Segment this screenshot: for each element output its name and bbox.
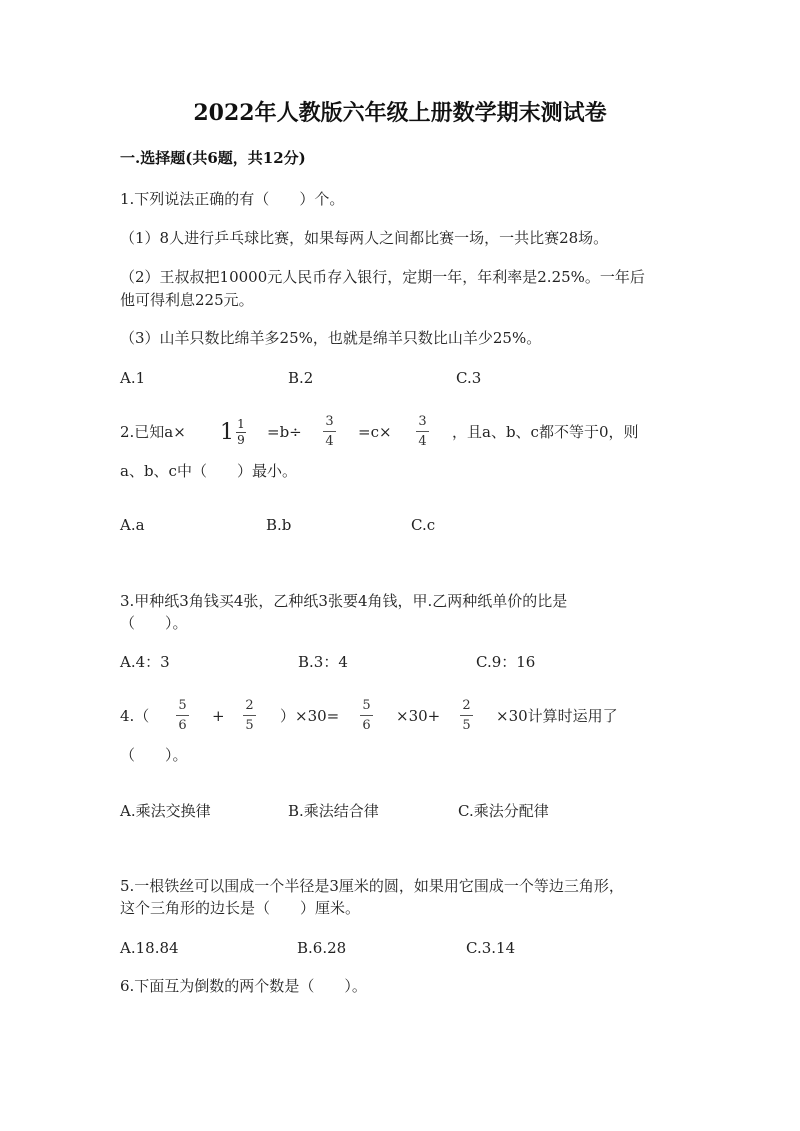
q2-fraction-2-denominator: 4 <box>418 434 427 449</box>
q4-stem-part4: ×30计算时运用了 <box>496 707 618 725</box>
q4-fraction-1-numerator: 5 <box>178 698 187 713</box>
q5-stem-line1: 5.一根铁丝可以围成一个半径是3厘米的圆，如果用它围成一个等边三角形， <box>120 877 624 895</box>
q1-option-b: B.2 <box>288 369 314 387</box>
q3-option-c: C.9：16 <box>476 653 536 671</box>
q3-option-b: B.3：4 <box>298 653 348 671</box>
q4-stem-line2: （ ）。 <box>120 746 188 764</box>
q2-mixed-whole: 1 <box>220 419 234 445</box>
q2-fraction-2-numerator: 3 <box>418 414 427 429</box>
q4-fraction-2-denominator: 5 <box>245 718 254 733</box>
q2-mixed-fraction <box>220 418 246 447</box>
q4-option-b: B.乘法结合律 <box>288 802 379 820</box>
q5-stem-line2: 这个三角形的边长是（ ）厘米。 <box>120 899 361 917</box>
q4-fraction-2 <box>243 698 256 733</box>
q4-plus-sign: + <box>212 707 225 725</box>
q1-stem: 1.下列说法正确的有（ ）个。 <box>120 190 345 208</box>
q5-option-c: C.3.14 <box>466 939 516 957</box>
q1-option-c: C.3 <box>456 369 482 387</box>
q2-mixed-denominator: 9 <box>237 433 245 447</box>
q4-fraction-4 <box>460 698 473 733</box>
q1-statement-1: （1）8人进行乒乓球比赛，如果每两人之间都比赛一场，一共比赛28场。 <box>120 229 609 247</box>
q2-option-a: A.a <box>120 516 145 534</box>
q1-option-a: A.1 <box>120 369 146 387</box>
q2-stem-part1: 2.已知a× <box>120 423 186 441</box>
page-title: 2022年人教版六年级上册数学期末测试卷 <box>193 100 607 126</box>
section-heading: 一.选择题(共6题，共12分) <box>120 149 306 167</box>
q4-fraction-3-denominator: 6 <box>362 718 371 733</box>
q2-stem-part4: ，且a、b、c都不等于0，则 <box>452 423 639 441</box>
q4-fraction-3 <box>360 698 373 733</box>
q4-fraction-3-numerator: 5 <box>362 698 371 713</box>
q2-fraction-2 <box>416 414 429 449</box>
q3-stem-line1: 3.甲种纸3角钱买4张，乙种纸3张要4角钱，甲.乙两种纸单价的比是 <box>120 592 568 610</box>
q4-stem-part1: 4.（ <box>120 707 150 725</box>
q2-fraction-1-numerator: 3 <box>325 414 334 429</box>
q2-fraction-1 <box>323 414 336 449</box>
q2-stem-line2: a、b、c中（ ）最小。 <box>120 462 297 480</box>
q3-stem-line2: （ ）。 <box>120 614 188 632</box>
q4-fraction-4-numerator: 2 <box>462 698 471 713</box>
q3-option-a: A.4：3 <box>120 653 170 671</box>
q5-option-a: A.18.84 <box>120 939 179 957</box>
q1-statement-2-cont: 他可得利息225元。 <box>120 291 254 309</box>
q1-statement-2: （2）王叔叔把10000元人民币存入银行，定期一年，年利率是2.25%。一年后 <box>120 268 645 286</box>
q5-option-b: B.6.28 <box>297 939 347 957</box>
q2-option-c: C.c <box>411 516 436 534</box>
q4-option-c: C.乘法分配律 <box>458 802 549 820</box>
q4-fraction-1-denominator: 6 <box>178 718 187 733</box>
q4-fraction-2-numerator: 2 <box>245 698 254 713</box>
q2-stem-part2: =b÷ <box>267 423 302 441</box>
q2-stem-part3: =c× <box>358 423 392 441</box>
q2-fraction-1-denominator: 4 <box>325 434 334 449</box>
q1-statement-3: （3）山羊只数比绵羊多25%，也就是绵羊只数比山羊少25%。 <box>120 329 542 347</box>
q2-mixed-numerator: 1 <box>237 417 245 431</box>
q4-fraction-1 <box>176 698 189 733</box>
q4-fraction-4-denominator: 5 <box>462 718 471 733</box>
q4-stem-part2: ）×30= <box>280 707 340 725</box>
q4-stem-part3: ×30+ <box>396 707 441 725</box>
q2-option-b: B.b <box>266 516 292 534</box>
q6-stem: 6.下面互为倒数的两个数是（ ）。 <box>120 977 367 995</box>
q4-option-a: A.乘法交换律 <box>120 802 211 820</box>
